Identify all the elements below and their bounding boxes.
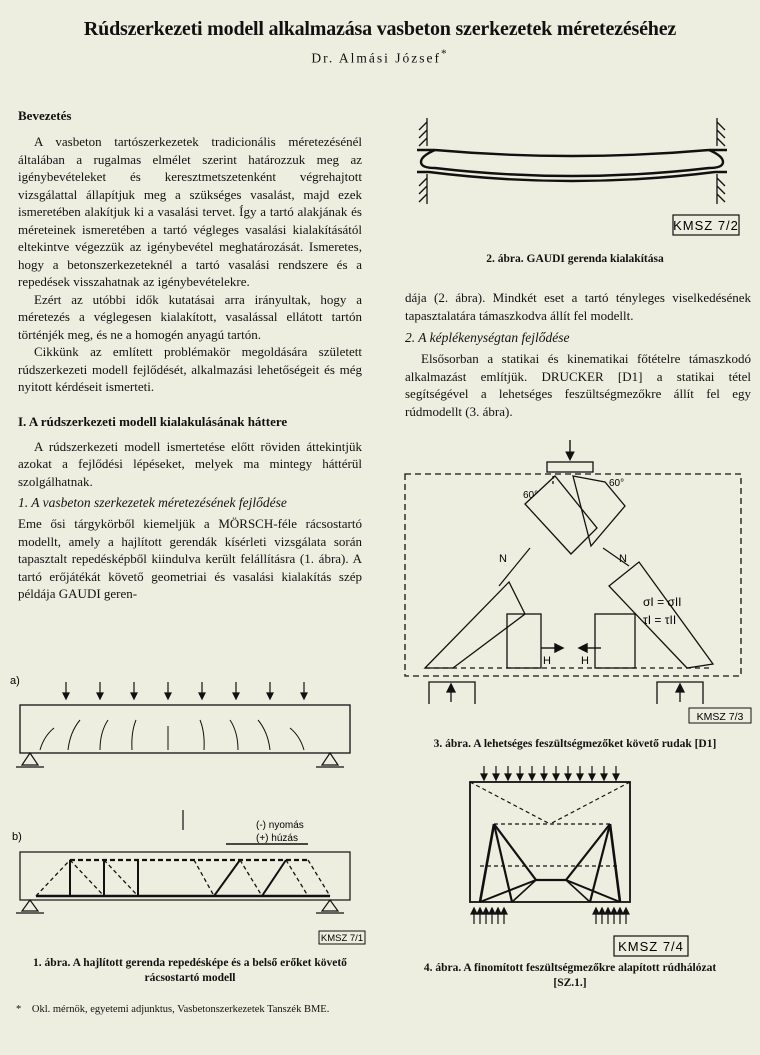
figure-3-top-load <box>547 440 593 472</box>
section-1-heading: I. A rúdszerkezeti modell kialakulásának háttere <box>18 413 288 429</box>
left-column <box>18 108 362 603</box>
subsection-2-paragraph: Elsősorban a statikai és kinematikai főtételre támaszkodó alkalmazást említjük. DRUCKER [D1] a statikai tétel segítségével a lehetséges feszültségmezőkre állít fel egy rúdmodellt (3. ábra). <box>405 351 751 419</box>
figure-4-badge: KMSZ 7/4 <box>618 939 684 954</box>
subsection-2-heading: 2. A képlékenységtan fejlődése <box>405 330 570 345</box>
author-line <box>0 48 760 67</box>
figure-3-stress-eq-1: σI = σII <box>643 595 682 609</box>
figure-1-drawing <box>8 668 368 948</box>
figure-3-caption-box <box>395 737 755 752</box>
figure-1-label-a: a) <box>10 675 20 687</box>
figure-1-legend-compression: (-) nyomás <box>256 820 304 831</box>
author-name: Dr. Almási József <box>311 50 441 66</box>
figure-1-caption: 1. ábra. A hajlított gerenda repedésképe és a belső erőket követő rácsostartó modell <box>33 957 347 984</box>
figure-3-label-h-left: H <box>543 655 551 667</box>
figure-3-badge: KMSZ 7/3 <box>696 711 744 723</box>
intro-paragraph-1: A vasbeton tartószerkezetek tradicionális méretezésénél általában a rugalmas elmélet szerint határozzuk meg az igénybevételeket és keresztmetszetenként végrehajtott vizsgálattal állapítjuk meg a szükséges vasalást, majd ezek ismeretében alakítjuk ki a vasalási tervet. Így a tartó alakjának és méreteinek ismeretében a tartó végleges vasalási kialakításától eltekintve végezzük az igénybevétel meghatározását. Ismeretes, hogy a betonszerkezeteknél a tartó vasalási rendszere és a repedések visszahatnak az igénybevételekre. <box>18 134 362 289</box>
figure-3-label-n-right: N <box>619 553 627 565</box>
figure-4-bottom-reactions <box>471 908 629 924</box>
right-continuation-paragraph: dája (2. ábra). Mindkét eset a tartó tényleges viselkedésének tapasztalatára támaszkodva állít fel modellt. <box>405 290 751 323</box>
paper-title: Rúdszerkezeti modell alkalmazása vasbeton szerkezetek méretezéséhez <box>83 18 677 40</box>
figure-1a-cracks <box>40 720 304 750</box>
intro-paragraph-3: Cikkünk az említett problémakör megoldására született rúdszerkezeti modell fejlődését, alkalmazási lehetőségeit és még nyitott kérdéseit ismerteti. <box>18 344 362 394</box>
figure-4-caption: 4. ábra. A finomított feszültségmezőkre alapított rúdhálózat [SZ.1.] <box>423 962 717 989</box>
figure-3-label-n-left: N <box>499 553 507 565</box>
footnote-mark: * <box>16 1004 22 1015</box>
footnote <box>16 1004 396 1015</box>
figure-2-gaudi-beam <box>417 150 727 181</box>
figure-4-caption-box <box>420 961 720 991</box>
section-1-paragraph: A rúdszerkezeti modell ismertetése előtt röviden áttekintjük azokat a fejlődési lépéseket, melyek ma mintegy háttérül szolgálhatnak. <box>18 438 362 489</box>
figure-4-drawing <box>440 762 700 958</box>
figure-4-top-loads <box>481 766 619 780</box>
figure-3-stress-eq-2: τI = τII <box>643 613 677 627</box>
figure-1a-load-arrows <box>63 682 307 699</box>
intro-paragraph-2: Ezért az utóbbi idők kutatásai arra irányultak, hogy a méretezés a véglegesen kialakított, vasalással ellátott tartón történjék meg, és ne a homogén anyagú tartón. <box>18 291 362 342</box>
footnote-text: Okl. mérnök, egyetemi adjunktus, Vasbetonszerkezetek Tanszék BME. <box>31 1004 330 1015</box>
intro-heading: Bevezetés <box>18 108 72 123</box>
figure-1-legend-tension: (+) húzás <box>256 833 298 844</box>
figure-1b-truss <box>20 852 350 900</box>
figure-3-angle-left: 60° <box>523 490 539 501</box>
figure-2-caption: 2. ábra. GAUDI gerenda kialakítása <box>486 253 664 265</box>
subsection-1-heading: 1. A vasbeton szerkezetek méretezésének fejlődése <box>18 495 287 510</box>
figure-2-badge: KMSZ 7/2 <box>673 218 739 233</box>
figure-3-bearings <box>429 682 703 704</box>
figure-4-strut-network <box>470 782 630 902</box>
figure-3-label-h-right: H <box>581 655 589 667</box>
figure-3-drawing <box>395 436 755 728</box>
subsection-1-paragraph: Eme ősi tárgykörből kiemeljük a MÖRSCH-féle rácsostartó modellt, amely a hajlított gerendák kísérleti vizsgálata során tapasztalt repedésképből kiindulva került felállításra (1. ábra). A tartó erőjátékát követő geometriai és vasalási kialakítás szép példája GAUDI geren- <box>18 516 362 601</box>
author-footnote-mark: * <box>441 48 449 60</box>
figure-3-h-arrows <box>541 644 601 652</box>
figure-3-caption: 3. ábra. A lehetséges feszültségmezőket követő rudak [D1] <box>433 738 717 750</box>
figure-1a-supports <box>16 753 344 767</box>
figure-2-drawing <box>395 114 755 244</box>
figure-1-label-b: b) <box>12 831 22 843</box>
figure-1a-beam <box>20 705 350 753</box>
right-column <box>405 289 751 420</box>
figure-3-region-boundary <box>405 474 741 676</box>
figure-3-struts <box>425 476 713 668</box>
figure-3-angle-right: 60° <box>609 478 625 489</box>
figure-1-badge: KMSZ 7/1 <box>320 933 364 944</box>
figure-1b-supports <box>16 900 344 913</box>
figure-1-caption-box <box>12 956 368 986</box>
figure-2-caption-box <box>395 252 755 267</box>
